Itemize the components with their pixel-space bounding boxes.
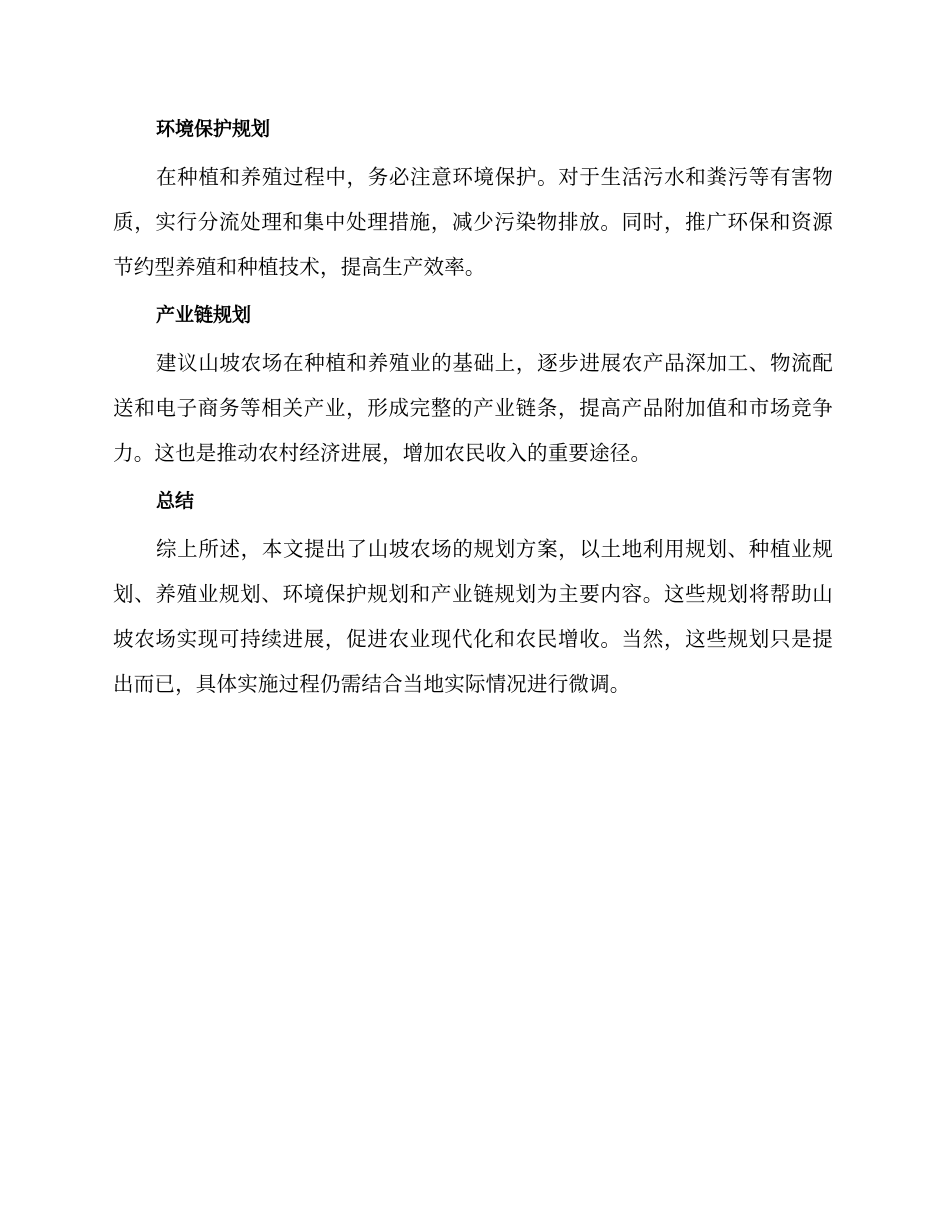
section-heading: 产业链规划 <box>156 304 252 326</box>
section-paragraph: 建议山坡农场在种植和养殖业的基础上，逐步进展农产品深加工、物流配送和电子商务等相关产业，形成完整的产业链条，提高产品附加值和市场竞争力。这也是推动农村经济进展，增加农民收入的重要途径。 <box>113 351 833 465</box>
document-page <box>113 111 833 714</box>
section-paragraph: 综上所述，本文提出了山坡农场的规划方案，以土地利用规划、种植业规划、养殖业规划、环境保护规划和产业链规划为主要内容。这些规划将帮助山坡农场实现可持续进展，促进农业现代化和农民增收。当然，这些规划只是提出而已，具体实施过程仍需结合当地实际情况进行微调。 <box>113 537 833 696</box>
section-paragraph: 在种植和养殖过程中，务必注意环境保护。对于生活污水和粪污等有害物质，实行分流处理和集中处理措施，减少污染物排放。同时，推广环保和资源节约型养殖和种植技术，提高生产效率。 <box>113 165 833 279</box>
section-heading: 环境保护规划 <box>156 118 271 140</box>
section-summary <box>113 483 833 707</box>
section-heading: 总结 <box>156 490 195 512</box>
section-environment <box>113 111 833 290</box>
section-industry-chain <box>113 297 833 476</box>
